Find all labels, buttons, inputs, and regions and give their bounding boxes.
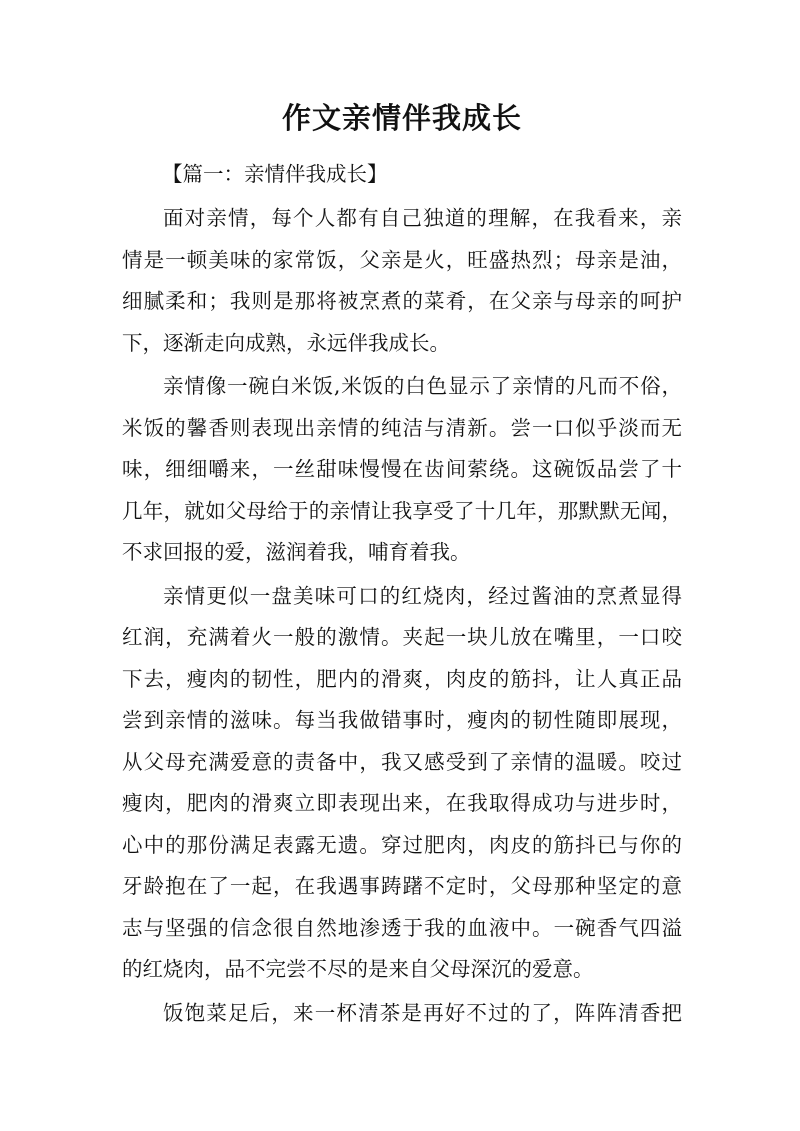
section-heading: 【篇一：亲情伴我成长】: [162, 162, 388, 186]
paragraph-line: 情是一顿美味的家常饭，父亲是火，旺盛热烈；母亲是油，: [122, 247, 682, 272]
paragraph-line: 面对亲情，每个人都有自己独道的理解，在我看来，亲: [163, 206, 682, 230]
paragraph-line: 不求回报的爱，滋润着我，哺育着我。: [122, 540, 471, 564]
paragraph-line: 饭饱菜足后，来一杯清茶是再好不过的了，阵阵清香把: [163, 1000, 682, 1025]
paragraph-line: 从父母充满爱意的责备中，我又感受到了亲情的温暖。咬过: [122, 749, 682, 774]
paragraph-line: 红润，充满着火一般的激情。夹起一块儿放在嘴里，一口咬: [122, 625, 682, 649]
paragraph-line: 细腻柔和；我则是那将被烹煮的菜肴，在父亲与母亲的呵护: [122, 289, 682, 313]
paragraph-2: [122, 366, 682, 574]
paragraph-line: 牙龄抱在了一起，在我遇事踌躇不定时，父母那种坚定的意: [122, 874, 682, 898]
paragraph-3: [122, 576, 682, 991]
paragraph-line: 的红烧肉，品不完尝不尽的是来自父母深沉的爱意。: [122, 957, 594, 981]
paragraph-line: 味，细细嚼来，一丝甜味慢慢在齿间萦绕。这碗饭品尝了十: [122, 457, 682, 481]
paragraph-line: 下去，瘦肉的韧性，肥内的滑爽，肉皮的筋抖，让人真正品: [122, 666, 682, 691]
paragraph-4: [122, 993, 682, 1035]
paragraph-line: 下，逐渐走向成熟，永远伴我成长。: [122, 330, 450, 355]
paragraph-line: 瘦肉，肥肉的滑爽立即表现出来，在我取得成功与进步时，: [122, 791, 682, 815]
document-title: 作文亲情伴我成长: [281, 101, 522, 135]
paragraph-line: 几年，就如父母给于的亲情让我享受了十几年，那默默无闻，: [122, 498, 682, 523]
paragraph-line: 米饭的馨香则表现出亲情的纯洁与清新。尝一口似乎淡而无: [122, 415, 682, 440]
paragraph-1: [122, 198, 682, 364]
paragraph-line: 志与坚强的信念很自然地渗透于我的血液中。一碗香气四溢: [122, 915, 682, 940]
paragraph-line: 亲情像一碗白米饭,米饭的白色显示了亲情的凡而不俗，: [163, 374, 682, 398]
paragraph-line: 尝到亲情的滋味。每当我做错事时，瘦肉的韧性随即展现，: [122, 708, 682, 732]
paragraph-line: 亲情更似一盘美味可口的红烧肉，经过酱油的烹煮显得: [163, 583, 682, 608]
paragraph-line: 心中的那份满足表露无遗。穿过肥肉，肉皮的筋抖已与你的: [122, 832, 682, 857]
